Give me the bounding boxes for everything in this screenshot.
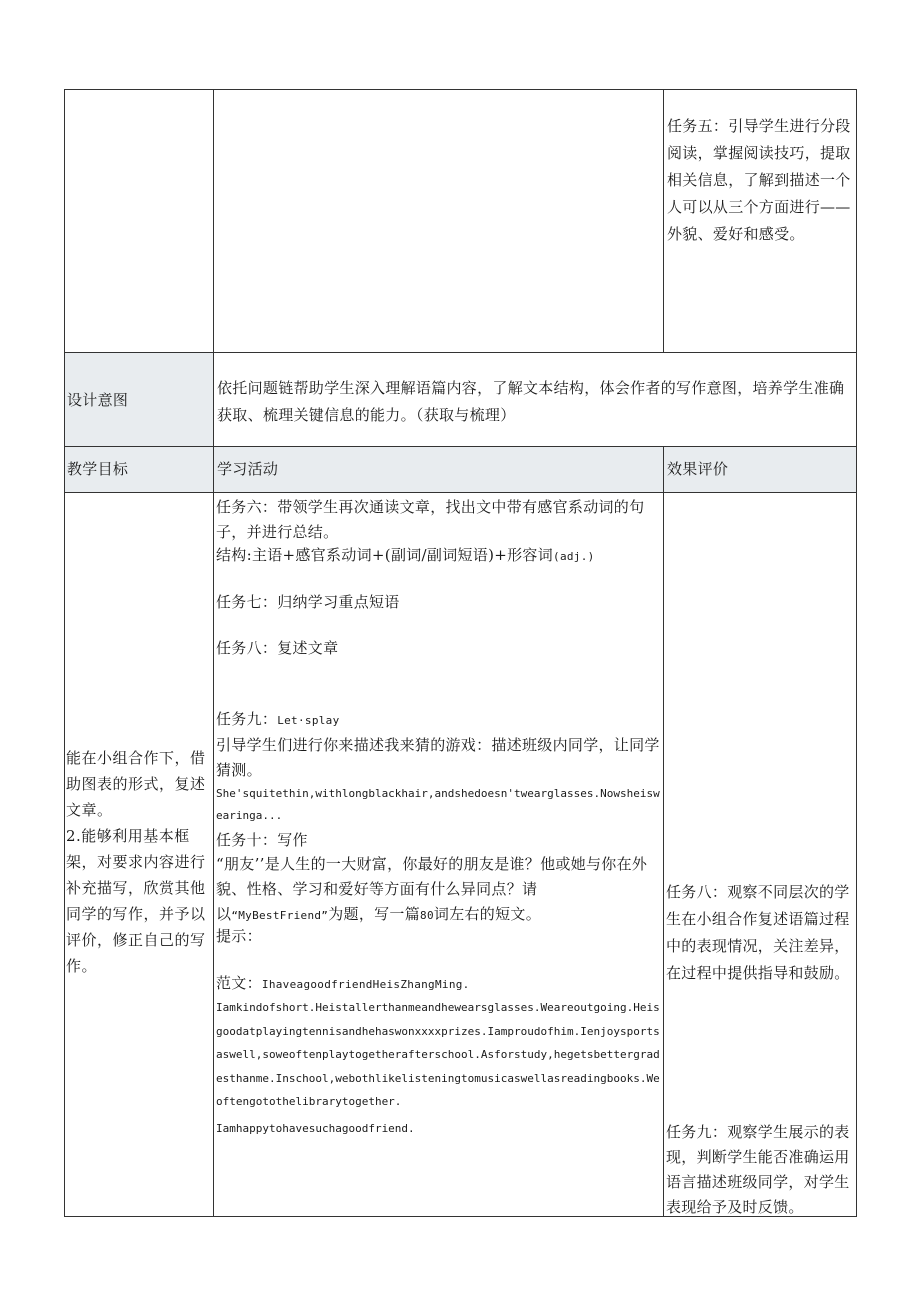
row-divider-1 — [64, 352, 856, 353]
column-divider-2-upper — [663, 89, 664, 352]
sample-essay-body: Iamkindofshort.Heistallerthanmeandhewearsglasses.Weareoutgoing.Heisgoodatplayingtennisandhehaswonxxxxprizes.Iamproudofhim.Ienjoysportsaswell,soweoftenplaytogetherafterschool.Asforstudy,hegetsbettergradesthanme.Inschool,webothlikelisteningtomusicaswellasreadingbooks.Weoftengotothelibrarytogether. — [216, 1001, 660, 1108]
sample-essay-label: 范文： — [216, 974, 262, 992]
task6-text: 任务六：带领学生再次通读文章，找出文中带有感官系动词的句子，并进行总结。 — [216, 498, 645, 541]
adj-abbreviation: (adj.) — [553, 550, 595, 563]
structure-formula: 结构:主语+感官系动词+(副词/副词短语)+形容词 — [216, 546, 554, 564]
header-teaching-goals: 教学目标 — [67, 460, 129, 478]
sample-essay-intro: IhaveagoodfriendHeisZhangMing. — [261, 978, 470, 991]
task9-title — [216, 707, 662, 733]
header-effect-evaluation: 效果评价 — [667, 460, 729, 478]
task9-label: 任务九： — [216, 710, 278, 728]
sample-essay-closing: Iamhappytohavesuchagoodfriend. — [216, 1122, 415, 1135]
task9-example-sentence: She'squitethin,withlongblackhair,andshedoesn'twearglasses.Nowsheiswearinga... — [216, 787, 660, 822]
header-learning-activities: 学习活动 — [217, 460, 279, 478]
goal-2: 2.能够利用基本框架，对要求内容进行补充描写，欣赏其他同学的写作，并予以评价，修正自己的写作。 — [66, 827, 206, 975]
task10-prompt — [216, 852, 662, 928]
task10-essay-title: “MyBestFriend” — [231, 909, 329, 922]
task9-evaluation: 任务九：观察学生展示的表现，判断学生能否准确运用语言描述班级同学，对学生表现给予及时反馈。 — [666, 1123, 850, 1216]
task8-evaluation: 任务八：观察不同层次的学生在小组合作复述语篇过程中的表现情况，关注差异，在过程中提供指导和鼓励。 — [666, 883, 850, 982]
table-border-top — [64, 89, 856, 90]
sentence-structure — [216, 543, 662, 569]
task10-word-count: 80 — [420, 909, 434, 922]
task8-text: 任务八：复述文章 — [216, 639, 339, 657]
task10-prompt-part-b: 为题，写一篇 — [328, 905, 421, 923]
task10-title: 任务十：写作 — [216, 831, 308, 849]
task9-english-title: Let·splay — [277, 714, 340, 727]
design-intent-label: 设计意图 — [67, 391, 129, 409]
column-divider-1 — [213, 89, 214, 1217]
goal-1: 能在小组合作下，借助图表的形式，复述文章。 — [66, 749, 206, 819]
task10-prompt-part-a: “朋友’’是人生的一大财富，你最好的朋友是谁？他或她与你在外貌、性格、学习和爱好等方面有什么异同点？请以 — [216, 855, 648, 923]
row-divider-3 — [64, 492, 856, 493]
table-border-left — [64, 89, 65, 1217]
task9-description: 引导学生们进行你来描述我来猜的游戏：描述班级内同学，让同学猜测。 — [216, 736, 660, 779]
table-border-right — [856, 89, 857, 1217]
task7-text: 任务七：归纳学习重点短语 — [216, 593, 400, 611]
hint-label: 提示： — [216, 927, 262, 945]
sample-essay-first-line — [216, 970, 662, 998]
task5-evaluation-text: 任务五：引导学生进行分段阅读，掌握阅读技巧，提取相关信息，了解到描述一个人可以从三个方面进行——外貌、爱好和感受。 — [667, 117, 851, 243]
design-intent-content: 依托问题链帮助学生深入理解语篇内容，了解文本结构，体会作者的写作意图，培养学生准确获取、梳理关键信息的能力。（获取与梳理） — [217, 379, 845, 424]
task10-prompt-part-c: 词左右的短文。 — [433, 905, 542, 923]
row-divider-2 — [64, 446, 856, 447]
column-divider-2-lower — [663, 446, 664, 1217]
